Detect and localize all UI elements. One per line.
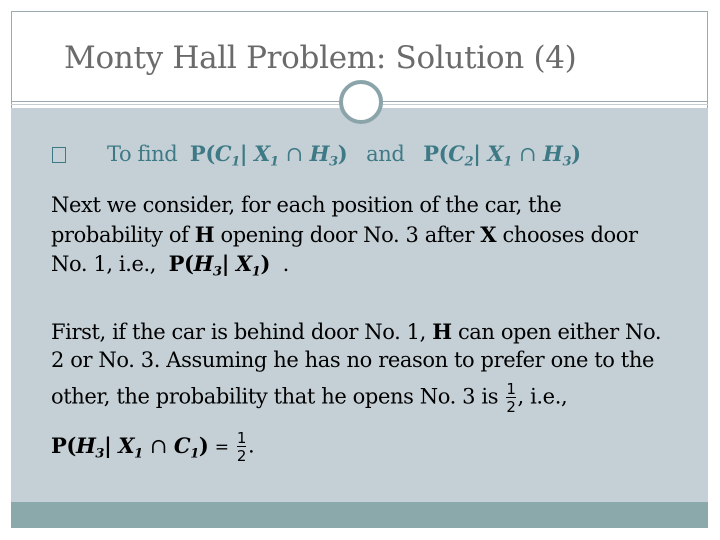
para1-line2: probability of H opening door No. 3 after X chooses door — [51, 222, 638, 247]
para1-line3: No. 1, i.e., $P(H_3|$ $X_1$) . — [51, 251, 289, 280]
para2-line3: other, the probability that he opens No. 3 is $\frac{1}{2}$ , i.e., — [51, 380, 568, 416]
para1-expr: $P(H_3|$ $X_1$) — [168, 251, 271, 280]
result-fraction: $\frac{1}{2}$ — [236, 429, 246, 465]
bullet-expr-1: $P(C_1|$ $X_1$ ∩ $H_3$) — [189, 141, 348, 170]
slide-title: Monty Hall Problem: Solution (4) — [64, 40, 577, 76]
bullet-lead: To find — [107, 142, 178, 166]
bullet-and: and — [366, 142, 405, 166]
square-bullet-icon — [52, 147, 66, 163]
footer-bar — [11, 502, 708, 528]
bullet-text — [107, 141, 581, 170]
circle-ornament-icon — [339, 80, 383, 124]
fraction-one-half: $\frac{1}{2}$ — [506, 380, 516, 416]
para2-line2: 2 or No. 3. Assuming he has no reason to prefer one to the — [51, 348, 654, 372]
para2-line1: First, if the car is behind door No. 1, H can open either No. — [51, 319, 662, 344]
para2-result: $P(H_3|$ $X_1$ ∩ $C_1$) = $\frac{1}{2}$ . — [51, 429, 255, 465]
bullet-expr-2: $P(C_2|$ $X_1$ ∩ $H_3$) — [423, 141, 581, 170]
para1-line1: Next we consider, for each position of the car, the — [51, 193, 562, 217]
result-expr: $P(H_3|$ $X_1$ ∩ $C_1$) — [51, 432, 209, 462]
